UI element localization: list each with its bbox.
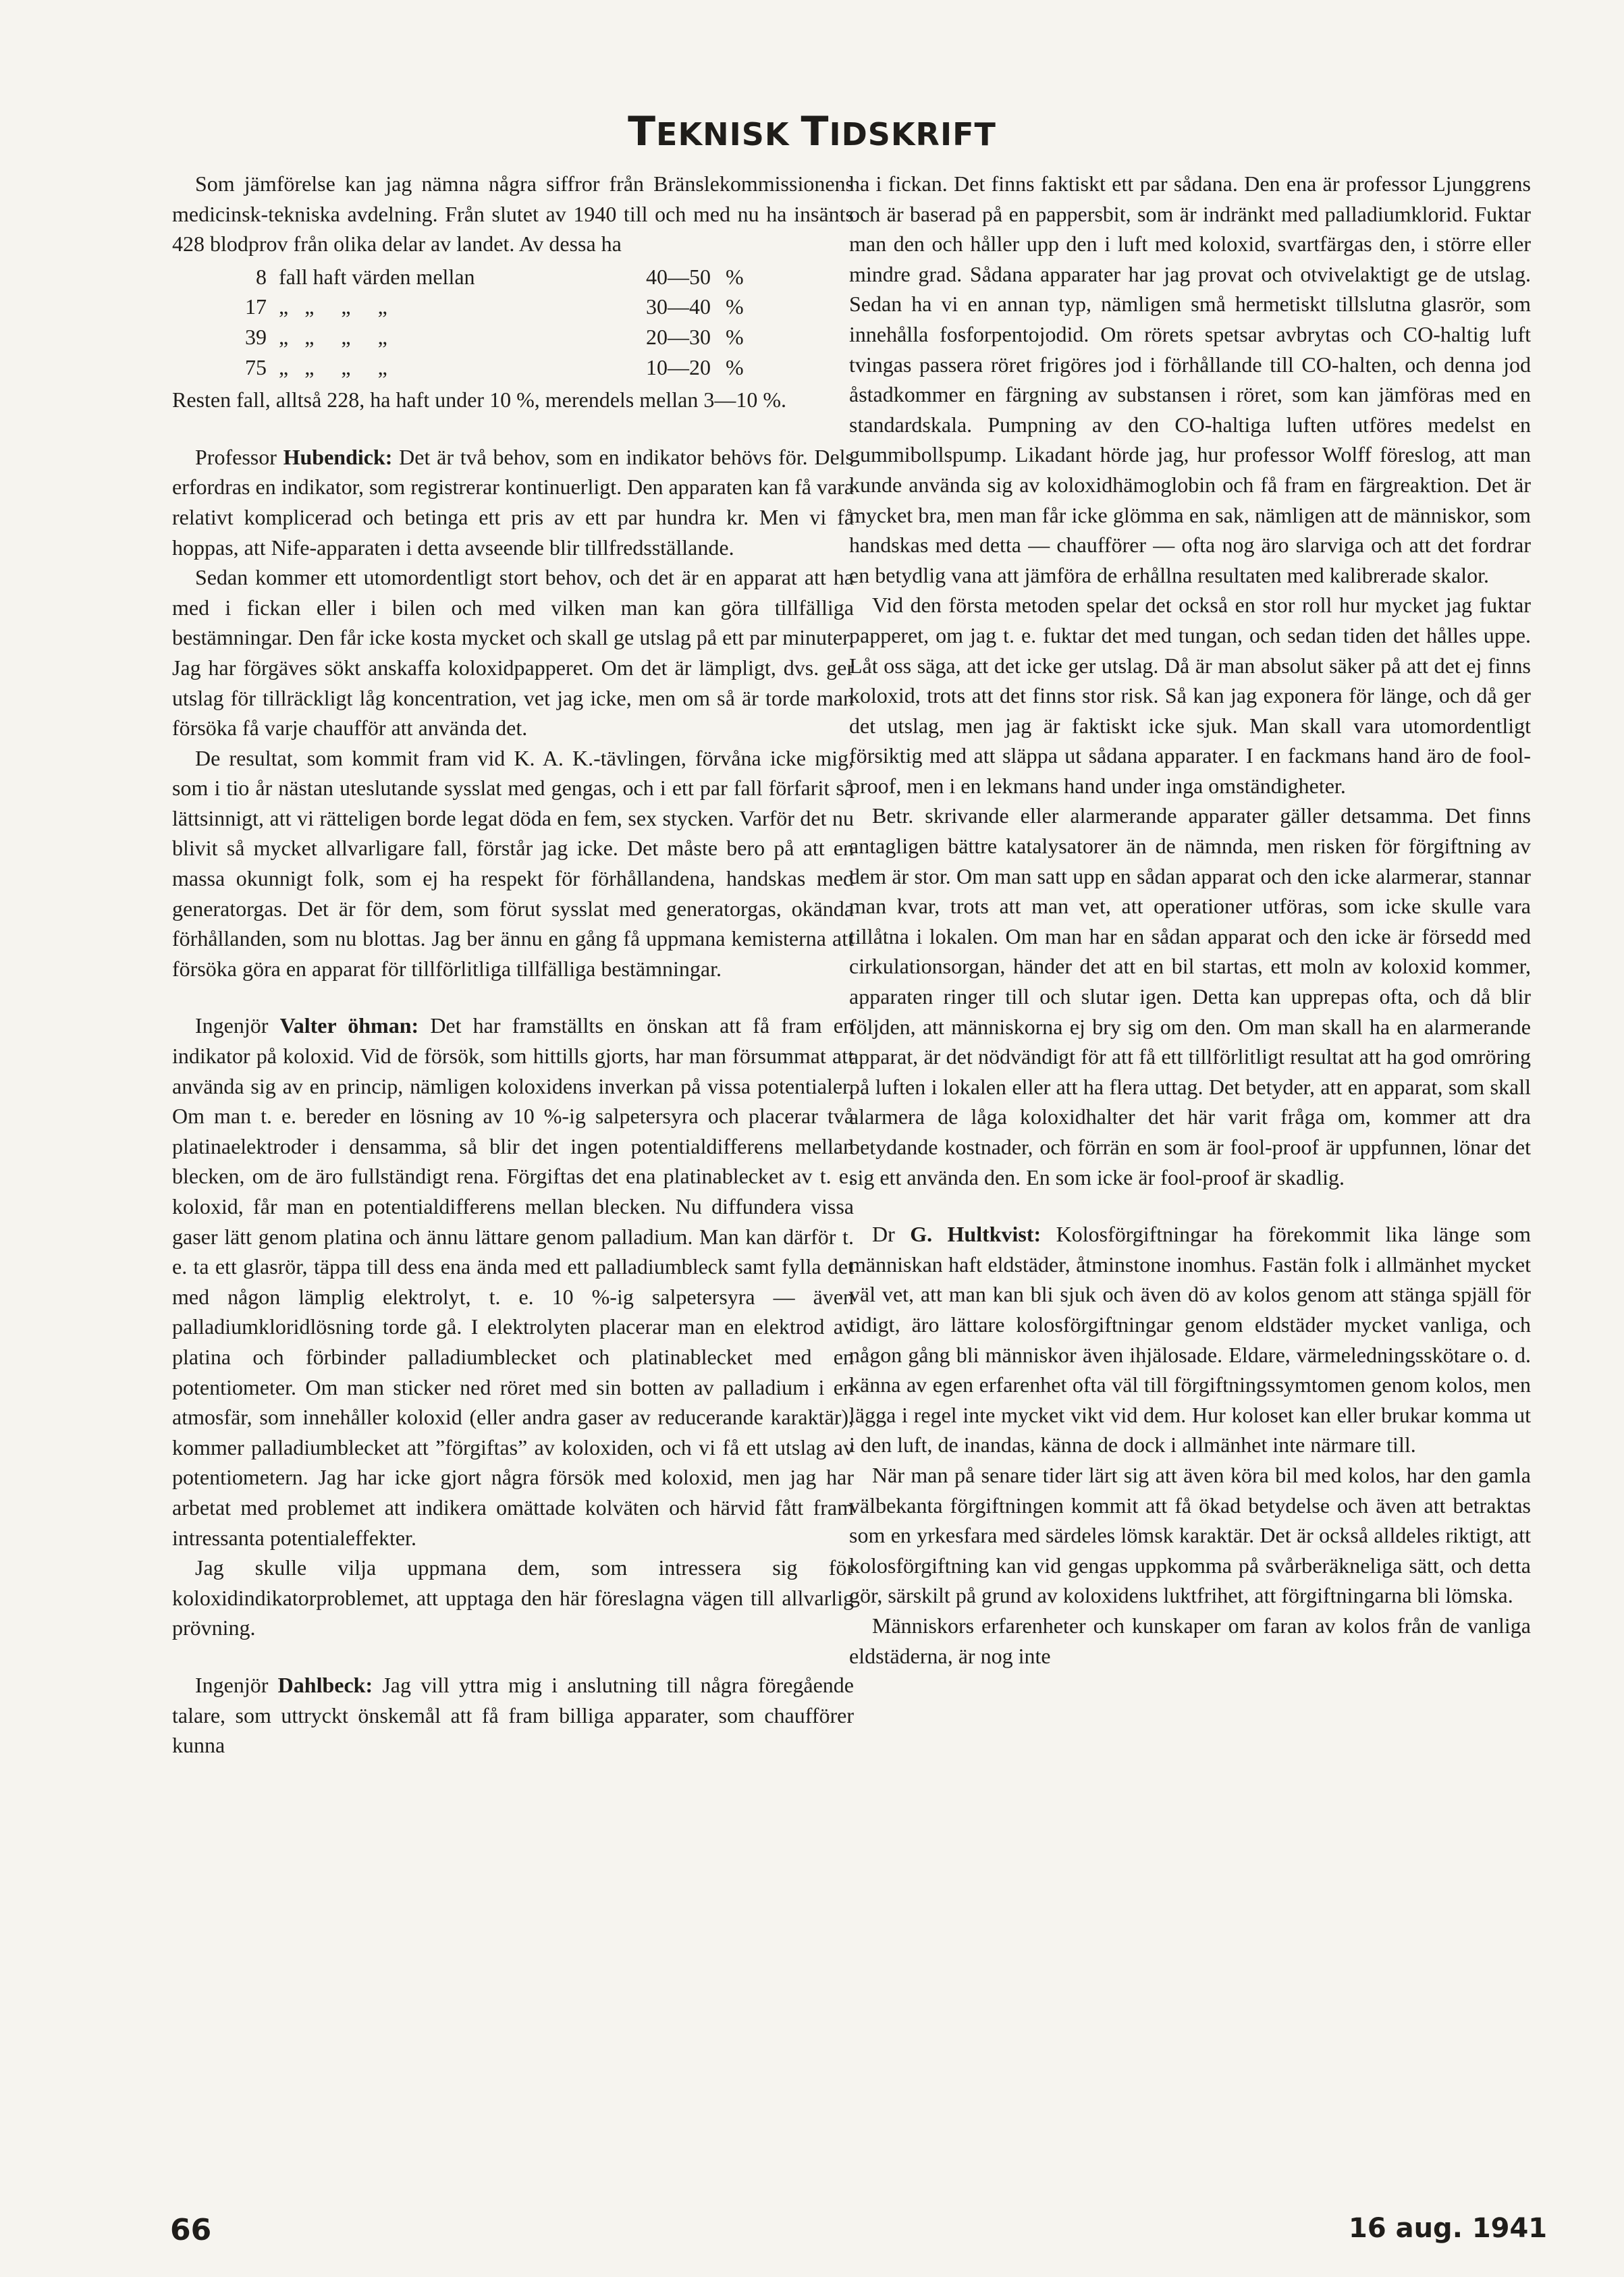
stats-range: 40—50 (646, 264, 711, 289)
page-number: 66 (170, 2213, 212, 2247)
stats-range: 10—20 (646, 354, 711, 379)
speaker-title: Ingenjör (195, 1013, 280, 1038)
masthead-initial-2: T (801, 108, 830, 155)
stats-text: „ „ „ „ (279, 354, 387, 379)
paragraph: ha i fickan. Det finns faktiskt ett par sådana. Den ena är professor Ljunggrens och är baserad på en pappersbit, som är indränkt med palladiumklorid. Fuktar man den och håller upp den i luft med koloxid, svartfärgas den, i större eller mindre grad. Sådana apparater har jag provat och otvivelaktigt ge de utslag. Sedan ha vi en annan typ, nämligen små hermetiskt tillslutna glasrör, som innehålla fosforpentojodid. Om rörets spetsar avbrytas och CO-haltig luft tvingas passera röret frigöres jod i förhållande till CO-halten, och denna jod åstadkommer en färgning av substansen i röret, som kan jämföras med en standardskala. Pumpning av den CO-haltiga luften utföres medelst en gummibollspump. Likadant hörde jag, hur professor Wolff föreslog, att man kunde använda sig av koloxidhämoglobin och få fram en färgreaktion. Det är mycket bra, men man får icke glömma en sak, nämligen att de människor, som handskas med detta — chaufförer — ofta nog äro slarviga och att det fordrar en betydlig vana att jämföra de erhållna resultaten med kalibrerade skalor. (849, 171, 1531, 587)
right-column (849, 169, 1531, 1671)
speaker-title: Ingenjör (195, 1672, 278, 1697)
paragraph: Sedan kommer ett utomordentligt stort behov, och det är en apparat att ha med i fickan eller i bilen och med vilken man kan göra tillfälliga bestämningar. Den får icke kosta mycket och skall ge utslag på ett par minuter. Jag har förgäves sökt anskaffa koloxidpapperet. Om det är lämpligt, dvs. ger utslag för tillräckligt låg koncentration, vet jag icke, men om så är torde man försöka få varje chaufför att använda det. (172, 565, 854, 741)
stats-row (172, 262, 854, 292)
journal-masthead (0, 108, 1624, 155)
speaker-text: Kolosförgiftningar ha förekommit lika länge som människan haft eldstäder, åtminstone inomhus. Fastän folk i allmänhet mycket väl vet, att man kan bli sjuk och även dö av kolos genom att stänga spjäll för tidigt, äro lättare kolosförgiftningar genom eldstäder mycket vanliga, och någon gång bli människor även ihjälosade. Eldare, värmeledningsskötare o. d. känna av egen erfarenhet ofta väl till förgiftningssymtomen genom kolos, men lägga i regel inte mycket vikt vid dem. Hur koloset kan eller brukar komma ut i den luft, de inandas, känna de dock i allmänhet inte närmare till. (849, 1222, 1531, 1457)
blood-sample-stats (172, 262, 854, 382)
stats-text: fall haft värden mellan (279, 264, 475, 289)
stats-row (172, 352, 854, 383)
stats-text: „ „ „ „ (279, 324, 387, 349)
paragraph: De resultat, som kommit fram vid K. A. K.-tävlingen, förvåna icke mig, som i tio år nästan uteslutande sysslat med gengas, och i ett par fall förfarit så lättsinnigt, att vi rätteligen borde legat döda en fem, sex stycken. Varför det nu blivit så mycket allvarligare fall, förstår jag icke. Det måste bero på att en massa okunnigt folk, som ej ha respekt för förhållandena, handskas med generatorgas. Det är för dem, som förut sysslat med generatorgas, okända förhållanden, som nu blottas. Jag ber ännu en gång få uppmana kemisterna att försöka göra en apparat för tillförlitliga tillfälliga bestämningar. (172, 745, 854, 981)
paragraph: Jag skulle vilja uppmana dem, som intressera sig för koloxidindikatorproblemet, att upptaga den här föreslagna vägen till allvarlig prövning. (172, 1555, 854, 1640)
masthead-word-1: EKNISK (656, 116, 790, 153)
speaker-paragraph (172, 1670, 854, 1761)
speaker-name: Dahlbeck: (277, 1672, 373, 1697)
speaker-paragraph (849, 1219, 1531, 1460)
speaker-paragraph (172, 442, 854, 562)
speaker-title: Professor (195, 444, 283, 469)
paragraph: Resten fall, alltså 228, ha haft under 10 %, merendels mellan 3—10 %. (172, 387, 786, 412)
speaker-text: Det har framställts en önskan att få fram en indikator på koloxid. Vid de försök, som hittills gjorts, har man försummat att använda sig av en princip, nämligen koloxidens inverkan på vissa potentialer. Om man t. e. bereder en lösning av 10 %-ig salpetersyra och placerar två platinaelektroder i densamma, så blir det ingen potentialdifferens mellan blecken, om de äro fullständigt rena. Förgiftas det ena platinablecket av t. e. koloxid, får man en potentialdifferens mellan blecken. Nu diffundera vissa gaser lätt genom platina och ännu lättare genom palladium. Man kan därför t. e. ta ett glasrör, täppa till dess ena ända med ett palladiumbleck samt fylla det med någon lämplig elektrolyt, t. e. 10 %-ig salpetersyra — även palladiumkloridlösning torde gå. I elektrolyten placerar man en elektrod av platina och förbinder palladiumblecket och platinablecket med en potentiometer. Om man sticker ned röret med sin botten av palladium i en atmosfär, som innehåller koloxid (eller andra gaser av reducerande karaktär), kommer palladiumblecket att ”förgiftas” av koloxiden, och vi få ett utslag av potentiometern. Jag har icke gjort några försök med koloxid, men jag har arbetat med problemet att indikera omättade kolväten och härvid fått fram intressanta potentialeffekter. (172, 1013, 855, 1550)
speaker-name: Valter öhman: (279, 1013, 419, 1038)
stats-count: 75 (245, 354, 267, 379)
stats-unit: % (726, 324, 744, 349)
speaker-paragraph (172, 1011, 854, 1553)
stats-unit: % (726, 264, 744, 289)
speaker-text: Jag vill yttra mig i anslutning till några föregående talare, som uttryckt önskemål att få fram billiga apparater, som chaufförer kunna (172, 1672, 855, 1758)
stats-row (172, 322, 854, 352)
paragraph: När man på senare tider lärt sig att även köra bil med kolos, har den gamla välbekanta förgiftningen kommit att få ökad betydelse och även att betraktas som en yrkesfara med särdeles lömsk karaktär. Det är också alldeles riktigt, att kolosförgiftning kan vid gengas uppkomma på svårberäkneliga sätt, och detta gör, särskilt på grund av koloxidens luktfrihet, att förgiftningarna bli lömska. (849, 1462, 1531, 1608)
paragraph: Vid den första metoden spelar det också en stor roll hur mycket jag fuktar papperet, om jag t. e. fuktar det med tungan, och sedan tiden det hålles uppe. Låt oss säga, att det icke ger utslag. Då är man absolut säker på att det ej finns koloxid, trots att det finns stor risk. Så kan jag exponera för länge, och då ger det utslag, men jag är faktiskt icke sjuk. Man skall vara utomordentligt försiktig med att släppa ut sådana apparater. I en fackmans hand äro de fool-proof, men i en lekmans hand under inga omständigheter. (849, 593, 1531, 798)
stats-unit: % (726, 294, 744, 319)
masthead-initial-1: T (628, 108, 657, 155)
stats-range: 30—40 (646, 294, 711, 319)
speaker-name: Hubendick: (283, 444, 393, 469)
speaker-title: Dr (872, 1222, 911, 1247)
stats-count: 8 (256, 264, 267, 289)
stats-range: 20—30 (646, 324, 711, 349)
left-column (172, 169, 854, 1761)
issue-date: 16 aug. 1941 (1349, 2213, 1548, 2244)
stats-count: 39 (245, 324, 267, 349)
paragraph: Betr. skrivande eller alarmerande apparater gäller detsamma. Det finns antagligen bättre katalysatorer än de nämnda, men risken för förgiftning av dem är stor. Om man satt upp en sådan apparat och den icke alarmerar, stannar man kvar, trots att man vet, att operationer utföras, som icke skulle vara tillåtna i lokalen. Om man har en sådan apparat och den icke är försedd med cirkulationsorgan, händer det att en bil startas, ett moln av koloxid kommer, apparaten ringer till och slutar igen. Detta kan upprepas ofta, och då blir följden, att människorna ej bry sig om den. Om man skall ha en alarmerande apparat, är det nödvändigt för att få ett tillförlitligt resultat att ha god omröring på luften i lokalen eller att ha flera uttag. Det betyder, att en apparat, som skall alarmera de låga koloxidhalter det här varit fråga om, kommer att dra betydande kostnader, och förrän en som är fool-proof är uppfunnen, lönar det sig ett använda den. En som icke är fool-proof är skadlig. (849, 803, 1531, 1189)
stats-text: „ „ „ „ (279, 294, 387, 319)
stats-unit: % (726, 354, 744, 379)
speaker-name: G. Hultkvist: (910, 1222, 1041, 1247)
paragraph: Som jämförelse kan jag nämna några siffror från Bränslekommissionens medicinsk-tekniska avdelning. Från slutet av 1940 till och med nu ha insänts 428 blodprov från olika delar av landet. Av dessa ha (172, 171, 854, 257)
masthead-word-2: IDSKRIFT (829, 116, 996, 153)
speaker-text: Det är två behov, som en indikator behövs för. Dels erfordras en indikator, som registrerar kontinuerligt. Den apparaten kan få vara relativt komplicerad och betinga ett pris av ett par hundra kr. Men vi få hoppas, att Nife-apparaten i detta avseende blir tillfredsställande. (172, 444, 854, 560)
paragraph: Människors erfarenheter och kunskaper om faran av kolos från de vanliga eldstäderna, är nog inte (849, 1613, 1531, 1668)
stats-count: 17 (245, 294, 267, 319)
stats-row (172, 292, 854, 322)
